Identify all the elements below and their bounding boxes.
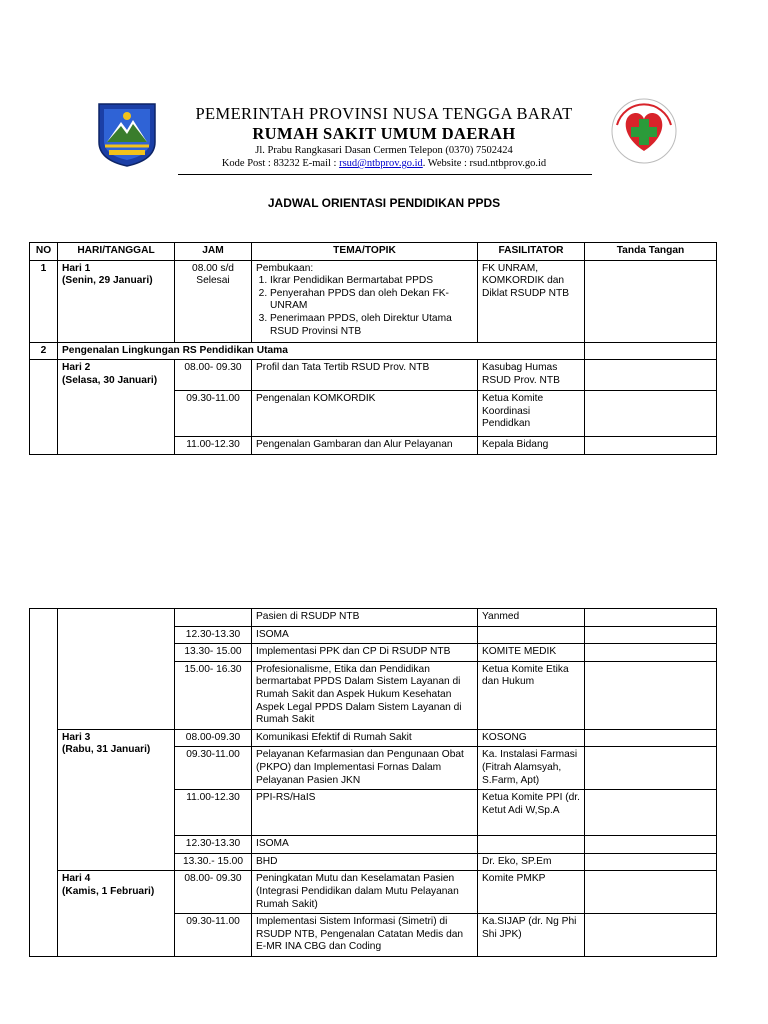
signature-cell: [585, 260, 717, 342]
header-jam: JAM: [175, 243, 252, 261]
topic-cell: Profesionalisme, Etika dan Pendidikan bermartabat PPDS Dalam Sistem Layanan di Rumah Sakit dan Aspek Hukum Kesehatan Aspek Legal PPDS Dalam Sistem Layanan di Rumah Sakit: [252, 661, 478, 729]
list-item: 1. Ikrar Pendidikan Bermartabat PPDS: [270, 275, 473, 288]
time-cell: 11.00-12.30: [175, 437, 252, 455]
header-fasilitator: FASILITATOR: [478, 243, 585, 261]
letterhead: [176, 104, 592, 170]
letterhead-address: Jl. Prabu Rangkasari Dasan Cermen Telepon (0370) 7502424: [255, 145, 513, 156]
signature-cell: [585, 437, 717, 455]
table-row: [30, 729, 717, 747]
time-cell: 08.00- 09.30: [175, 871, 252, 914]
header-no: NO: [30, 243, 58, 261]
facilitator-cell: Dr. Eko, SP.Em: [478, 853, 585, 871]
day-date: (Selasa, 30 Januari): [62, 374, 158, 386]
table-row: [30, 871, 717, 914]
topic-cell: Profil dan Tata Tertib RSUD Prov. NTB: [252, 360, 478, 391]
facilitator-cell: [478, 626, 585, 644]
signature-cell: [585, 609, 717, 627]
topic-cell: PPI-RS/HaIS: [252, 790, 478, 836]
topic-list: [256, 275, 473, 338]
day-cell: [58, 729, 175, 871]
signature-cell: [585, 747, 717, 790]
topic-cell: Pengenalan KOMKORDIK: [252, 391, 478, 437]
signature-cell: [585, 729, 717, 747]
day-label: Hari 2: [62, 362, 91, 374]
day-cell-empty: [58, 609, 175, 730]
facilitator-cell: [478, 836, 585, 854]
topic-cell: Komunikasi Efektif di Rumah Sakit: [252, 729, 478, 747]
list-item: 3. Penerimaan PPDS, oleh Direktur Utama RSUD Provinsi NTB: [270, 313, 473, 338]
letterhead-contact: [176, 157, 592, 170]
facilitator-cell: Ketua Komite Etika dan Hukum: [478, 661, 585, 729]
time-cell: 12.30-13.30: [175, 626, 252, 644]
facilitator-cell: Ka.SIJAP (dr. Ng Phi Shi JPK): [478, 914, 585, 957]
header-hari-tanggal: HARI/TANGGAL: [58, 243, 175, 261]
time-cell: 12.30-13.30: [175, 836, 252, 854]
signature-cell: [585, 391, 717, 437]
time-cell: 09.30-11.00: [175, 914, 252, 957]
topic-cell: Implementasi PPK dan CP Di RSUDP NTB: [252, 644, 478, 662]
section-row: [30, 342, 717, 360]
day-label: Hari 1: [62, 262, 91, 274]
day-cell: [58, 871, 175, 957]
row-number-empty: [30, 360, 58, 455]
day-date: (Rabu, 31 Januari): [62, 744, 151, 756]
facilitator-cell: FK UNRAM, KOMKORDIK dan Diklat RSUDP NTB: [478, 260, 585, 342]
table-row: [30, 260, 717, 342]
time-cell: 11.00-12.30: [175, 790, 252, 836]
day-date: (Senin, 29 Januari): [62, 275, 153, 287]
topic-cell: Pelayanan Kefarmasian dan Pengunaan Obat (PKPO) dan Implementasi Fornas Dalam Pelayanan Pasien JKN: [252, 747, 478, 790]
signature-cell: [585, 871, 717, 914]
signature-cell: [585, 661, 717, 729]
row-number: 1: [30, 260, 58, 342]
letterhead-divider: [178, 174, 592, 175]
facilitator-cell: Kasubag Humas RSUD Prov. NTB: [478, 360, 585, 391]
header-tanda-tangan: Tanda Tangan: [585, 243, 717, 261]
facilitator-cell: Ketua Komite PPI (dr. Ketut Adi W,Sp.A: [478, 790, 585, 836]
time-cell: 08.00 s/d Selesai: [175, 260, 252, 342]
signature-cell: [585, 914, 717, 957]
topic-cell: Peningkatan Mutu dan Keselamatan Pasien (Integrasi Pendidikan dalam Mutu Pelayanan Rumah Sakit): [252, 871, 478, 914]
facilitator-cell: Ka. Instalasi Farmasi (Fitrah Alamsyah, S.Farm, Apt): [478, 747, 585, 790]
signature-cell: [585, 644, 717, 662]
schedule-table-part2: [29, 608, 717, 957]
time-cell: 09.30-11.00: [175, 391, 252, 437]
letterhead-government: PEMERINTAH PROVINSI NUSA TENGGA BARAT: [195, 104, 573, 123]
post-code-text: Kode Post : 83232 E-mail :: [221, 158, 340, 169]
facilitator-cell: KOMITE MEDIK: [478, 644, 585, 662]
signature-cell: [585, 790, 717, 836]
email-link[interactable]: rsud@ntbprov.go.id: [339, 158, 423, 169]
topic-cell: ISOMA: [252, 836, 478, 854]
row-number: 2: [30, 342, 58, 360]
day-cell: [58, 260, 175, 342]
time-cell: 08.00- 09.30: [175, 360, 252, 391]
table-row: [30, 360, 717, 391]
website-text: . Website : rsud.ntbprov.go.id: [422, 158, 547, 169]
ntb-province-emblem: [95, 102, 159, 168]
time-cell: 09.30-11.00: [175, 747, 252, 790]
day-label: Hari 3: [62, 731, 91, 743]
facilitator-cell: Yanmed: [478, 609, 585, 627]
topic-cell: [252, 260, 478, 342]
row-number-empty: [30, 609, 58, 957]
topic-cell: Implementasi Sistem Informasi (Simetri) di RSUDP NTB, Pengenalan Catatan Medis dan E-MR INA CBG dan Coding: [252, 914, 478, 957]
signature-cell: [585, 626, 717, 644]
day-cell: [58, 360, 175, 455]
topic-cell: ISOMA: [252, 626, 478, 644]
topic-cell: Pasien di RSUDP NTB: [252, 609, 478, 627]
signature-cell: [585, 342, 717, 360]
topic-intro: Pembukaan:: [256, 262, 314, 274]
table-row: [30, 609, 717, 627]
topic-cell: BHD: [252, 853, 478, 871]
list-item: 2. Penyerahan PPDS dan oleh Dekan FK-UNRAM: [270, 288, 473, 313]
topic-cell: Pengenalan Gambaran dan Alur Pelayanan: [252, 437, 478, 455]
header-tema-topik: TEMA/TOPIK: [252, 243, 478, 261]
facilitator-cell: Komite PMKP: [478, 871, 585, 914]
day-date: (Kamis, 1 Februari): [62, 885, 155, 897]
rsud-hospital-logo: [609, 95, 679, 167]
table-header-row: [30, 243, 717, 261]
facilitator-cell: KOSONG: [478, 729, 585, 747]
signature-cell: [585, 360, 717, 391]
time-cell: 13.30- 15.00: [175, 644, 252, 662]
time-cell: 15.00- 16.30: [175, 661, 252, 729]
time-cell: [175, 609, 252, 627]
facilitator-cell: Ketua Komite Koordinasi Pendidkan: [478, 391, 585, 437]
day-label: Hari 4: [62, 873, 91, 885]
schedule-table-part1: [29, 242, 717, 455]
time-cell: 08.00-09.30: [175, 729, 252, 747]
facilitator-cell: Kepala Bidang: [478, 437, 585, 455]
section-label: Pengenalan Lingkungan RS Pendidikan Utama: [58, 342, 585, 360]
letterhead-hospital-name: RUMAH SAKIT UMUM DAERAH: [252, 124, 516, 143]
signature-cell: [585, 853, 717, 871]
signature-cell: [585, 836, 717, 854]
time-cell: 13.30.- 15.00: [175, 853, 252, 871]
document-title: JADWAL ORIENTASI PENDIDIKAN PPDS: [267, 196, 501, 210]
